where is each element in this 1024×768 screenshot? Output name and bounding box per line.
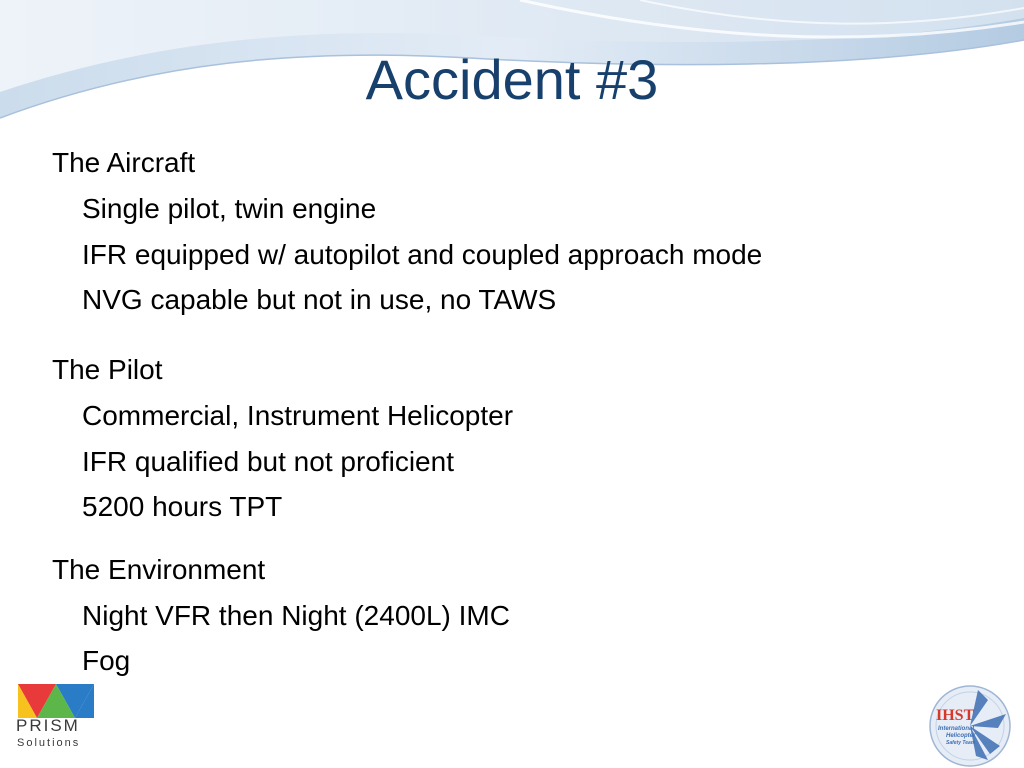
list-item: Night VFR then Night (2400L) IMC [82, 600, 510, 631]
section-heading-pilot: The Pilot [52, 354, 163, 385]
section-heading-aircraft: The Aircraft [52, 147, 196, 178]
ihst-line3: Safety Team [946, 740, 976, 746]
ihst-line2: Helicopter [946, 733, 976, 739]
ihst-abbrev: IHST [936, 707, 975, 724]
list-item: Commercial, Instrument Helicopter [82, 400, 514, 431]
list-item: IFR qualified but not proficient [82, 446, 454, 477]
ihst-line1: International [938, 726, 975, 732]
list-item: NVG capable but not in use, no TAWS [82, 284, 557, 315]
ihst-logo-icon [928, 684, 1012, 768]
list-item: Fog [82, 645, 131, 676]
prism-logo-wordmark: PRISM [16, 716, 80, 735]
list-item: Single pilot, twin engine [82, 193, 377, 224]
list-item: IFR equipped w/ autopilot and coupled approach mode [82, 239, 763, 270]
prism-logo-subtitle: Solutions [17, 737, 81, 749]
list-item: 5200 hours TPT [82, 491, 283, 522]
slide-title: Accident #3 [365, 48, 659, 111]
section-heading-environment: The Environment [52, 554, 266, 585]
